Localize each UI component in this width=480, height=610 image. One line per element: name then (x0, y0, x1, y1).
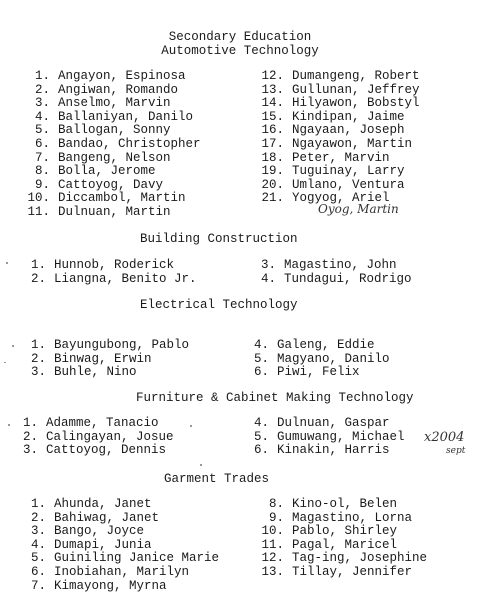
document-title: Secondary Education (168, 30, 312, 44)
item-number: 4. (253, 338, 269, 352)
item-number: 13. (261, 82, 284, 97)
item-number: 1. (30, 497, 46, 511)
item-number: 2. (30, 510, 46, 525)
item-number: 18. (261, 150, 284, 165)
item-number: 11. (27, 204, 50, 219)
student-name: Bangeng, Nelson (58, 150, 171, 165)
list-item (256, 498, 427, 512)
list-item (26, 179, 201, 193)
list-item (26, 206, 201, 220)
student-name: Ahunda, Janet (54, 497, 152, 511)
item-number: 9. (34, 177, 50, 192)
building-section-title: Building Construction (140, 232, 298, 246)
list-item (251, 444, 405, 458)
student-name: Bolla, Jerome (58, 164, 156, 179)
list-item (256, 525, 427, 539)
student-name: Angayon, Espinosa (58, 69, 186, 83)
student-name: Magastino, John (284, 258, 397, 272)
list-item (28, 498, 219, 512)
list-item (28, 353, 189, 367)
item-number: 3. (34, 96, 50, 111)
student-name: Kindipan, Jaime (292, 109, 405, 124)
student-name: Ngayawon, Martin (292, 136, 413, 151)
building-left-list (28, 259, 197, 286)
student-name: Gullunan, Jeffrey (292, 82, 420, 97)
list-item (26, 165, 201, 179)
electrical-left-list (28, 339, 189, 380)
list-item (251, 431, 405, 445)
student-name: Ngayaan, Joseph (292, 123, 405, 138)
student-name: Tuguinay, Larry (292, 164, 405, 179)
item-number: 1. (30, 258, 46, 272)
item-number: 5. (30, 551, 46, 566)
list-item (256, 512, 427, 526)
list-item (26, 111, 201, 125)
list-item (258, 273, 412, 287)
student-name: Tundagui, Rodrigo (284, 271, 412, 286)
item-number: 3. (260, 258, 276, 272)
item-number: 11. (261, 537, 284, 552)
building-right-list (258, 259, 412, 286)
list-item (256, 539, 427, 553)
list-item (28, 552, 219, 566)
student-name: Tag-ing, Josephine (292, 551, 428, 566)
list-item (251, 353, 390, 367)
item-number: 17. (261, 136, 284, 151)
student-name: Magastino, Lorna (292, 510, 413, 525)
electrical-section-title: Electrical Technology (140, 298, 298, 312)
item-number: 7. (34, 150, 50, 165)
list-item (20, 417, 174, 431)
student-name: Ballogan, Sonny (58, 123, 171, 138)
item-number: 9. (268, 510, 284, 525)
item-number: 14. (261, 96, 284, 111)
list-item (260, 179, 420, 193)
list-item (26, 192, 201, 206)
student-name: Cattoyog, Dennis (46, 443, 167, 458)
list-item (260, 97, 420, 111)
item-number: 15. (261, 109, 284, 124)
list-item (260, 165, 420, 179)
item-number: 3. (22, 443, 38, 458)
student-name: Cattoyog, Davy (58, 177, 164, 192)
list-item (26, 84, 201, 98)
item-number: 6. (34, 136, 50, 151)
scan-speck (8, 424, 10, 426)
furniture-section-title: Furniture & Cabinet Making Technology (136, 391, 414, 405)
item-number: 16. (261, 123, 284, 138)
list-item (26, 97, 201, 111)
list-item (26, 124, 201, 138)
student-name: Tillay, Jennifer (292, 564, 413, 579)
list-item (251, 366, 390, 380)
item-number: 12. (261, 551, 284, 566)
item-number: 21. (261, 191, 284, 206)
item-number: 4. (34, 109, 50, 124)
handwritten-note-sept: sept (446, 446, 466, 456)
list-item (28, 366, 189, 380)
scan-speck (200, 464, 202, 466)
student-name: Bango, Joyce (54, 524, 145, 539)
student-name: Kino-ol, Belen (292, 497, 398, 511)
item-number: 4. (253, 416, 269, 430)
item-number: 8. (268, 497, 284, 511)
item-number: 6. (30, 564, 46, 579)
item-number: 19. (261, 164, 284, 179)
student-name: Kinakin, Harris (277, 443, 390, 458)
student-name: Pablo, Shirley (292, 524, 398, 539)
student-name: Hunnob, Roderick (54, 258, 175, 272)
student-name: Yogyog, Ariel (292, 191, 390, 206)
item-number: 4. (30, 537, 46, 552)
item-number: 6. (253, 443, 269, 458)
item-number: 4. (260, 271, 276, 286)
list-item (28, 580, 219, 594)
item-number: 3. (30, 524, 46, 539)
item-number: 3. (30, 365, 46, 380)
student-name: Ballaniyan, Danilo (58, 109, 194, 124)
automotive-section-title: Automotive Technology (161, 44, 319, 58)
list-item (28, 566, 219, 580)
handwritten-note-2004: x2004 (424, 430, 465, 445)
item-number: 6. (253, 365, 269, 380)
student-name: Angiwan, Romando (58, 82, 179, 97)
garment-left-list (28, 498, 219, 593)
student-name: Bahiwag, Janet (54, 510, 160, 525)
list-item (260, 84, 420, 98)
student-name: Guiniling Janice Marie (54, 551, 220, 566)
list-item (28, 259, 197, 273)
item-number: 20. (261, 177, 284, 192)
list-item (258, 259, 412, 273)
student-name: Inobiahan, Marilyn (54, 564, 190, 579)
student-name: Diccambol, Martin (58, 191, 186, 206)
list-item (260, 124, 420, 138)
electrical-right-list (251, 339, 390, 380)
student-name: Anselmo, Marvin (58, 96, 171, 111)
item-number: 1. (34, 69, 50, 83)
item-number: 1. (30, 338, 46, 352)
item-number: 8. (34, 164, 50, 179)
item-number: 10. (261, 524, 284, 539)
student-name: Liangna, Benito Jr. (54, 271, 197, 286)
handwritten-note-oyog: Oyog, Martin (318, 202, 399, 216)
item-number: 7. (30, 578, 46, 593)
student-name: Magyano, Danilo (277, 351, 390, 366)
student-name: Pagal, Maricel (292, 537, 398, 552)
list-item (260, 70, 420, 84)
furniture-left-list (20, 417, 174, 458)
list-item (251, 339, 390, 353)
student-name: Galeng, Eddie (277, 338, 375, 352)
automotive-left-list (26, 70, 201, 220)
list-item (28, 539, 219, 553)
scan-speck (4, 362, 6, 363)
garment-right-list (256, 498, 427, 580)
list-item (26, 138, 201, 152)
student-name: Binwag, Erwin (54, 351, 152, 366)
list-item (28, 273, 197, 287)
student-name: Umlano, Ventura (292, 177, 405, 192)
list-item (260, 138, 420, 152)
student-name: Piwi, Felix (277, 365, 360, 380)
item-number: 12. (261, 69, 284, 83)
scan-speck (6, 262, 8, 264)
student-name: Dumapi, Junia (54, 537, 152, 552)
list-item (20, 444, 174, 458)
list-item (256, 552, 427, 566)
item-number: 5. (253, 429, 269, 444)
item-number: 10. (27, 191, 50, 206)
scan-speck (190, 425, 192, 427)
list-item (26, 70, 201, 84)
item-number: 2. (30, 351, 46, 366)
garment-section-title: Garment Trades (164, 472, 270, 486)
student-name: Gumuwang, Michael (277, 429, 405, 444)
item-number: 13. (261, 564, 284, 579)
item-number: 2. (30, 271, 46, 286)
student-name: Bayungubong, Pablo (54, 338, 190, 352)
list-item (28, 512, 219, 526)
item-number: 5. (253, 351, 269, 366)
list-item (251, 417, 405, 431)
furniture-right-list (251, 417, 405, 458)
item-number: 5. (34, 123, 50, 138)
student-name: Calingayan, Josue (46, 429, 174, 444)
item-number: 1. (22, 416, 38, 430)
list-item (260, 111, 420, 125)
list-item (28, 525, 219, 539)
student-name: Dumangeng, Robert (292, 69, 420, 83)
student-name: Kimayong, Myrna (54, 578, 167, 593)
student-name: Bandao, Christopher (58, 136, 201, 151)
student-name: Adamme, Tanacio (46, 416, 159, 430)
student-name: Dulnuan, Martin (58, 204, 171, 219)
student-name: Peter, Marvin (292, 150, 390, 165)
scan-speck (12, 345, 14, 347)
student-name: Hilyawon, Bobstyl (292, 96, 420, 111)
item-number: 2. (34, 82, 50, 97)
list-item (26, 152, 201, 166)
item-number: 2. (22, 429, 38, 444)
student-name: Dulnuan, Gaspar (277, 416, 390, 430)
student-name: Buhle, Nino (54, 365, 137, 380)
list-item (28, 339, 189, 353)
automotive-right-list (260, 70, 420, 206)
list-item (20, 431, 174, 445)
list-item (256, 566, 427, 580)
list-item (260, 152, 420, 166)
